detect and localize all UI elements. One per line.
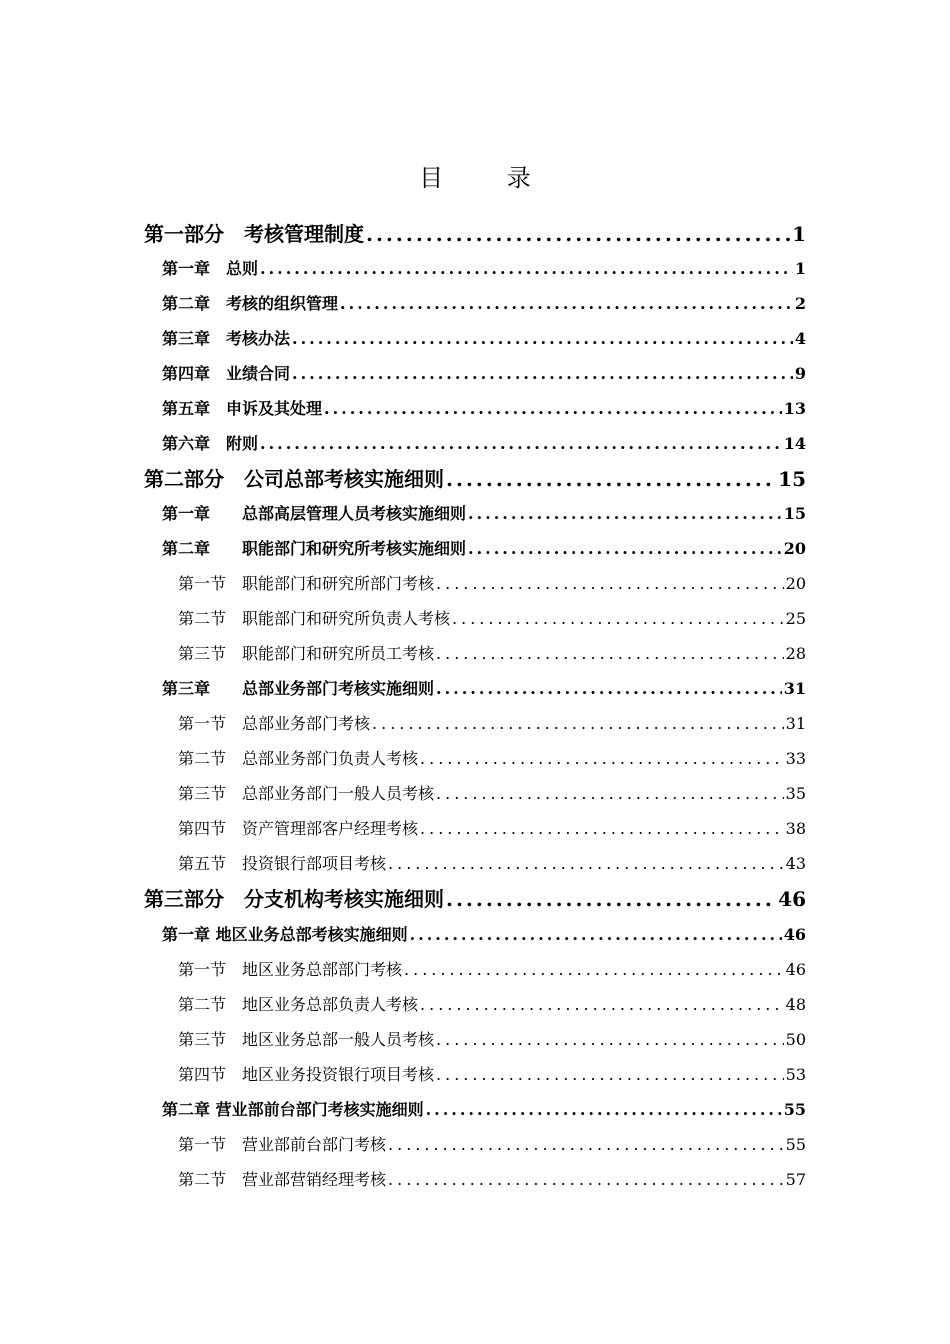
toc-entry-label: 第二章 职能部门和研究所考核实施细则 (162, 539, 467, 558)
toc-dot-leader (426, 1100, 782, 1119)
toc-entry-label: 第二章 考核的组织管理 (162, 294, 339, 313)
toc-entry-page: 20 (783, 539, 806, 558)
toc-entry-chapter[interactable] (162, 256, 806, 279)
toc-entry-page: 38 (785, 819, 806, 838)
toc-entry-section[interactable] (178, 816, 806, 839)
toc-entry-page: 57 (785, 1170, 806, 1189)
toc-dot-leader (388, 1170, 784, 1189)
toc-entry-label: 第一节 职能部门和研究所部门考核 (178, 574, 435, 593)
toc-entry-page: 13 (783, 399, 806, 418)
toc-entry-page: 46 (778, 887, 806, 911)
toc-dot-leader (292, 364, 793, 383)
toc-dot-leader (388, 854, 784, 873)
toc-entry-page: 55 (783, 1100, 806, 1119)
toc-entry-section[interactable] (178, 957, 806, 980)
toc-entry-label: 第五节 投资银行部项目考核 (178, 854, 387, 873)
toc-dot-leader (410, 925, 782, 944)
toc-entry-label: 第二章 营业部前台部门考核实施细则 (162, 1100, 424, 1119)
toc-entry-label: 第一章 总部高层管理人员考核实施细则 (162, 504, 467, 523)
toc-entry-page: 46 (785, 960, 806, 979)
toc-dot-leader (292, 329, 793, 348)
toc-entry-page: 20 (785, 574, 806, 593)
toc-entry-page: 50 (785, 1030, 806, 1049)
toc-entry-page: 43 (785, 854, 806, 873)
toc-entry-page: 14 (783, 434, 806, 453)
toc-dot-leader (436, 574, 784, 593)
toc-entry-chapter[interactable] (162, 501, 806, 524)
toc-dot-leader (388, 1135, 784, 1154)
toc-entry-chapter[interactable] (162, 291, 806, 314)
toc-entry-label: 第三节 职能部门和研究所员工考核 (178, 644, 435, 663)
toc-entry-label: 第二部分 公司总部考核实施细则 (144, 467, 444, 491)
toc-entry-label: 第一节 营业部前台部门考核 (178, 1135, 387, 1154)
toc-entry-page: 35 (785, 784, 806, 803)
toc-entry-page: 15 (783, 504, 806, 523)
toc-entry-section[interactable] (178, 992, 806, 1015)
toc-entry-label: 第一章 地区业务总部考核实施细则 (162, 925, 408, 944)
toc-dot-leader (340, 294, 793, 313)
toc-entry-chapter[interactable] (162, 326, 806, 349)
toc-entry-label: 第六章 附则 (162, 434, 259, 453)
toc-entry-section[interactable] (178, 711, 806, 734)
page-title: 目 录 (419, 164, 559, 192)
toc-dot-leader (452, 609, 784, 628)
toc-entry-page: 28 (785, 644, 806, 663)
toc-entry-label: 第二节 营业部营销经理考核 (178, 1170, 387, 1189)
toc-dot-leader (420, 749, 784, 768)
toc-dot-leader (436, 784, 784, 803)
toc-entry-page: 1 (792, 222, 806, 246)
toc-entry-label: 第二节 总部业务部门负责人考核 (178, 749, 419, 768)
toc-dot-leader (436, 1065, 784, 1084)
toc-dot-leader (468, 504, 782, 523)
toc-dot-leader (436, 644, 784, 663)
toc-entry-section[interactable] (178, 606, 806, 629)
toc-dot-leader (372, 714, 784, 733)
toc-dot-leader (446, 887, 776, 911)
toc-entry-chapter[interactable] (162, 396, 806, 419)
toc-entry-chapter[interactable] (162, 536, 806, 559)
toc-entry-label: 第五章 申诉及其处理 (162, 399, 323, 418)
toc-entry-part[interactable] (144, 463, 806, 492)
toc-entry-page: 25 (785, 609, 806, 628)
toc-entry-section[interactable] (178, 1062, 806, 1085)
toc-dot-leader (260, 434, 782, 453)
toc-entry-page: 33 (785, 749, 806, 768)
toc-entry-page: 2 (794, 294, 806, 313)
toc-entry-page: 55 (785, 1135, 806, 1154)
toc-entry-section[interactable] (178, 641, 806, 664)
toc-entry-label: 第三部分 分支机构考核实施细则 (144, 887, 444, 911)
toc-entry-section[interactable] (178, 781, 806, 804)
toc-entry-page: 9 (794, 364, 806, 383)
toc-dot-leader (324, 399, 782, 418)
toc-entry-label: 第四章 业绩合同 (162, 364, 291, 383)
toc-entry-section[interactable] (178, 851, 806, 874)
toc-dot-leader (420, 995, 784, 1014)
toc-dot-leader (420, 819, 784, 838)
toc-entry-label: 第三节 地区业务总部一般人员考核 (178, 1030, 435, 1049)
toc-dot-leader (366, 222, 790, 246)
toc-entry-section[interactable] (178, 1027, 806, 1050)
toc-entry-chapter[interactable] (162, 361, 806, 384)
toc-entry-page: 31 (783, 679, 806, 698)
toc-dot-leader (446, 467, 776, 491)
toc-entry-chapter[interactable] (162, 676, 806, 699)
toc-entry-label: 第一章 总则 (162, 259, 259, 278)
toc-entry-label: 第二节 职能部门和研究所负责人考核 (178, 609, 451, 628)
toc-entry-page: 4 (794, 329, 806, 348)
toc-entry-page: 46 (783, 925, 806, 944)
toc-entry-label: 第一节 地区业务总部部门考核 (178, 960, 403, 979)
toc-entry-label: 第二节 地区业务总部负责人考核 (178, 995, 419, 1014)
toc-entry-label: 第一节 总部业务部门考核 (178, 714, 371, 733)
toc-entry-chapter[interactable] (162, 1097, 806, 1120)
toc-entry-section[interactable] (178, 746, 806, 769)
toc-entry-section[interactable] (178, 571, 806, 594)
toc-entry-part[interactable] (144, 883, 806, 912)
toc-entry-page: 53 (785, 1065, 806, 1084)
toc-entry-page: 15 (778, 467, 806, 491)
toc-entry-page: 1 (794, 259, 806, 278)
toc-entry-section[interactable] (178, 1167, 806, 1190)
toc-entry-part[interactable] (144, 218, 806, 247)
toc-entry-section[interactable] (178, 1132, 806, 1155)
toc-entry-page: 48 (785, 995, 806, 1014)
toc-entry-page: 31 (785, 714, 806, 733)
toc-entry-chapter[interactable] (162, 431, 806, 454)
toc-entry-label: 第四节 资产管理部客户经理考核 (178, 819, 419, 838)
toc-dot-leader (468, 539, 782, 558)
toc-entry-label: 第三章 考核办法 (162, 329, 291, 348)
toc-dot-leader (436, 1030, 784, 1049)
toc-entry-label: 第三节 总部业务部门一般人员考核 (178, 784, 435, 803)
toc-entry-label: 第一部分 考核管理制度 (144, 222, 364, 246)
toc-dot-leader (404, 960, 784, 979)
toc-entry-label: 第三章 总部业务部门考核实施细则 (162, 679, 435, 698)
toc-dot-leader (436, 679, 782, 698)
toc-entry-label: 第四节 地区业务投资银行项目考核 (178, 1065, 435, 1084)
toc-entry-chapter[interactable] (162, 922, 806, 945)
toc-dot-leader (260, 259, 793, 278)
